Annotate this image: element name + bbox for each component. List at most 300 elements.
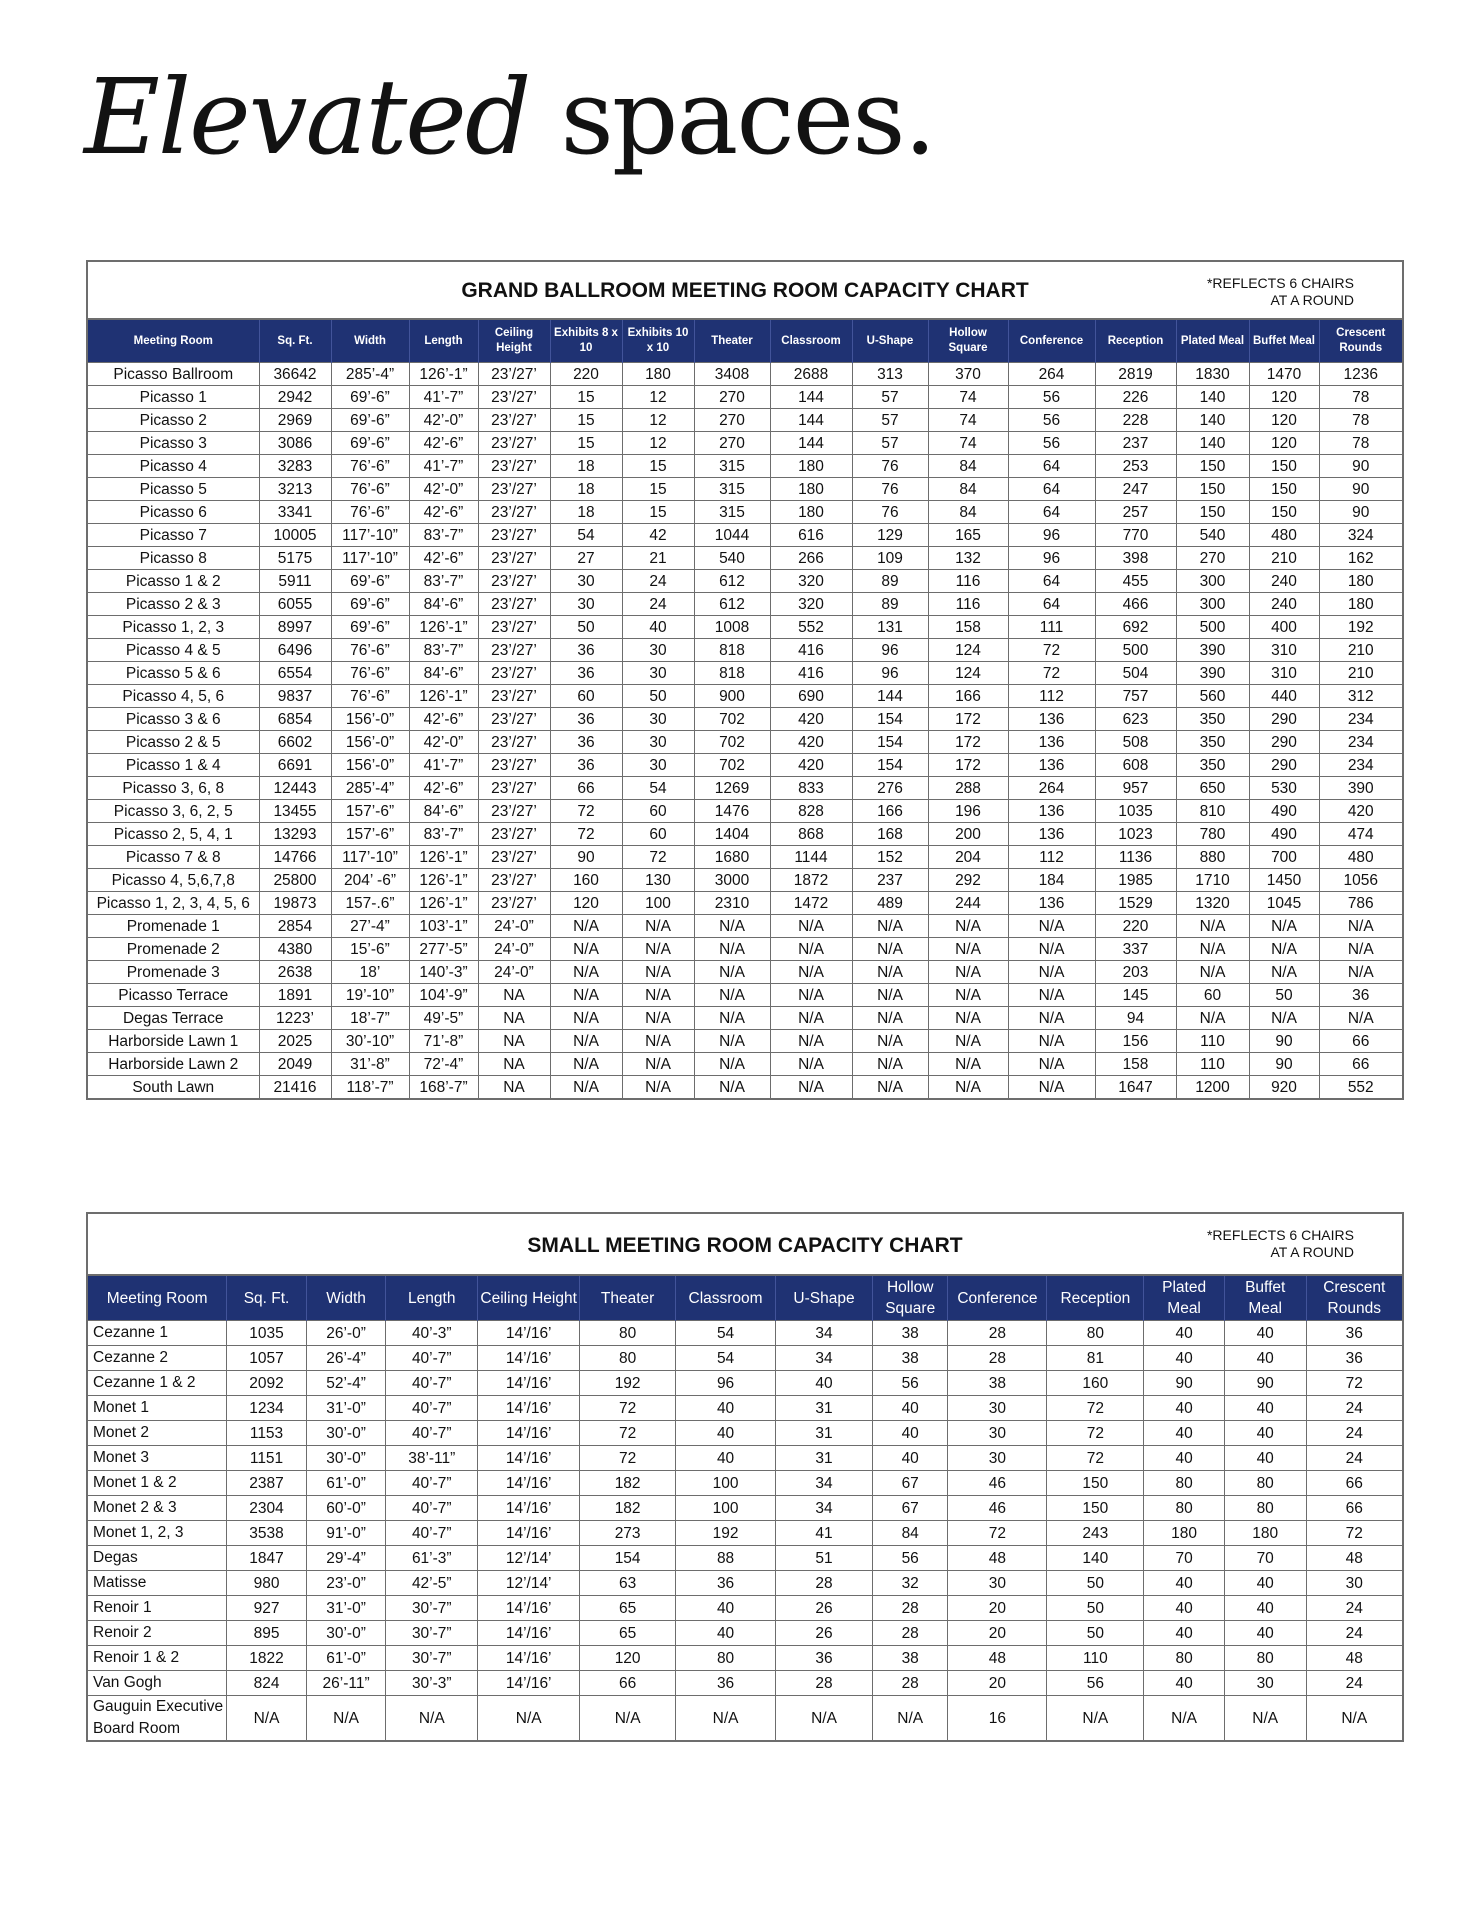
table-cell: 36 [550, 754, 622, 777]
column-header: Ceiling Height [478, 320, 550, 363]
table-cell: N/A [1224, 1696, 1306, 1741]
room-name-cell: Degas [88, 1546, 227, 1571]
table-cell: 1236 [1319, 363, 1402, 386]
table-cell: 980 [227, 1571, 307, 1596]
table-cell: 398 [1095, 547, 1176, 570]
room-name-cell: Cezanne 1 & 2 [88, 1371, 227, 1396]
table-cell: 420 [770, 731, 852, 754]
table-cell: 152 [852, 846, 928, 869]
note-line-2: AT A ROUND [1270, 292, 1354, 308]
table-cell: 150 [1176, 501, 1249, 524]
table-cell: 247 [1095, 478, 1176, 501]
table-cell: 26’-11” [306, 1671, 386, 1696]
grand-ballroom-body [88, 363, 1402, 1099]
table-cell: 15 [622, 455, 694, 478]
table-cell: 1223’ [259, 1007, 331, 1030]
table-cell: N/A [1008, 1076, 1095, 1099]
table-cell: 57 [852, 409, 928, 432]
table-cell: 40 [1224, 1446, 1306, 1471]
table-cell: 1269 [694, 777, 770, 800]
room-name-cell: Renoir 1 [88, 1596, 227, 1621]
table-cell: 300 [1176, 570, 1249, 593]
table-cell: 100 [676, 1471, 776, 1496]
table-cell: 50 [1047, 1621, 1144, 1646]
table-cell: 96 [852, 639, 928, 662]
table-cell: 14766 [259, 846, 331, 869]
table-cell: 3408 [694, 363, 770, 386]
column-header: Crescent Rounds [1306, 1276, 1402, 1321]
table-cell: N/A [1176, 915, 1249, 938]
table-cell: 30’-0” [306, 1446, 386, 1471]
table-row [88, 1371, 1402, 1396]
table-cell: 23’/27’ [478, 570, 550, 593]
table-row [88, 1396, 1402, 1421]
table-cell: 12 [622, 386, 694, 409]
table-cell: 2025 [259, 1030, 331, 1053]
room-name-cell: Picasso 2 & 5 [88, 731, 259, 754]
table-cell: 140 [1176, 432, 1249, 455]
table-cell: 172 [928, 708, 1008, 731]
table-cell: 156’-0” [331, 731, 409, 754]
room-name-cell: Picasso 3 & 6 [88, 708, 259, 731]
table-cell: 957 [1095, 777, 1176, 800]
table-cell: 234 [1319, 754, 1402, 777]
table-cell: 40 [1224, 1396, 1306, 1421]
table-cell: 60’-0” [306, 1496, 386, 1521]
table-cell: 19’-10” [331, 984, 409, 1007]
table-cell: 14’/16’ [478, 1646, 580, 1671]
table-cell: 30’-7” [386, 1646, 478, 1671]
table-cell: 27 [550, 547, 622, 570]
table-cell: N/A [1176, 961, 1249, 984]
table-cell: 818 [694, 662, 770, 685]
table-cell: N/A [622, 961, 694, 984]
table-cell: N/A [1047, 1696, 1144, 1741]
table-cell: 1136 [1095, 846, 1176, 869]
table-cell: 24 [622, 570, 694, 593]
table-cell: 40 [676, 1621, 776, 1646]
table-cell: 80 [1224, 1646, 1306, 1671]
table-cell: 56 [1008, 386, 1095, 409]
table-cell: N/A [1319, 915, 1402, 938]
table-cell: 19873 [259, 892, 331, 915]
table-cell: N/A [1008, 984, 1095, 1007]
table-cell: 42’-6” [409, 432, 478, 455]
table-cell: N/A [770, 915, 852, 938]
table-cell: 110 [1176, 1030, 1249, 1053]
table-cell: 350 [1176, 754, 1249, 777]
table-cell: 90 [1224, 1371, 1306, 1396]
table-cell: 14’/16’ [478, 1346, 580, 1371]
table-cell: 30 [1224, 1671, 1306, 1696]
table-cell: 36 [1306, 1346, 1402, 1371]
table-cell: 40 [872, 1421, 947, 1446]
table-cell: 1057 [227, 1346, 307, 1371]
headline-regular: spaces. [560, 56, 935, 178]
table-cell: 220 [550, 363, 622, 386]
table-cell: 1153 [227, 1421, 307, 1446]
table-cell: 84’-6” [409, 593, 478, 616]
table-cell: 40 [1144, 1596, 1225, 1621]
table-cell: 69’-6” [331, 593, 409, 616]
table-cell: 40 [1224, 1621, 1306, 1646]
table-cell: 120 [580, 1646, 676, 1671]
table-cell: 180 [1319, 593, 1402, 616]
table-cell: 136 [1008, 754, 1095, 777]
table-cell: 40’-7” [386, 1371, 478, 1396]
table-row [88, 1346, 1402, 1371]
table-cell: 23’/27’ [478, 754, 550, 777]
table-cell: 3341 [259, 501, 331, 524]
table-cell: 64 [1008, 501, 1095, 524]
table-cell: 10005 [259, 524, 331, 547]
table-cell: 30 [622, 731, 694, 754]
table-cell: 96 [1008, 524, 1095, 547]
table-row [88, 1596, 1402, 1621]
table-cell: 15 [550, 386, 622, 409]
column-header: Meeting Room [88, 320, 259, 363]
table-cell: N/A [852, 1030, 928, 1053]
room-name-cell: Promenade 1 [88, 915, 259, 938]
small-meeting-header-row [88, 1276, 1402, 1321]
table-cell: 2092 [227, 1371, 307, 1396]
table-cell: 300 [1176, 593, 1249, 616]
table-cell: 136 [1008, 731, 1095, 754]
table-cell: 30’-7” [386, 1621, 478, 1646]
table-cell: 154 [580, 1546, 676, 1571]
table-cell: 868 [770, 823, 852, 846]
table-cell: 828 [770, 800, 852, 823]
table-row [88, 1646, 1402, 1671]
table-cell: 111 [1008, 616, 1095, 639]
table-cell: 157’-6” [331, 823, 409, 846]
table-row [88, 984, 1402, 1007]
table-cell: 12443 [259, 777, 331, 800]
table-cell: 182 [580, 1496, 676, 1521]
table-cell: 41 [776, 1521, 873, 1546]
table-cell: N/A [1008, 1007, 1095, 1030]
table-cell: 2969 [259, 409, 331, 432]
table-cell: 140 [1176, 386, 1249, 409]
table-row [88, 754, 1402, 777]
table-cell: 12’/14’ [478, 1571, 580, 1596]
table-cell: 204 [928, 846, 1008, 869]
table-cell: 126’-1” [409, 869, 478, 892]
table-cell: 1891 [259, 984, 331, 1007]
table-cell: N/A [622, 1030, 694, 1053]
table-cell: 83’-7” [409, 570, 478, 593]
table-cell: 16 [948, 1696, 1047, 1741]
table-cell: 76 [852, 455, 928, 478]
table-cell: NA [478, 1030, 550, 1053]
table-cell: 84 [928, 501, 1008, 524]
table-cell: 136 [1008, 892, 1095, 915]
table-row [88, 455, 1402, 478]
table-cell: 42’-0” [409, 409, 478, 432]
table-cell: 40 [1144, 1321, 1225, 1346]
table-cell: 1035 [1095, 800, 1176, 823]
table-cell: 1320 [1176, 892, 1249, 915]
note-line-1: *REFLECTS 6 CHAIRS [1206, 275, 1354, 291]
table-cell: 110 [1047, 1646, 1144, 1671]
table-cell: 66 [580, 1671, 676, 1696]
column-header: Exhibits 10 x 10 [622, 320, 694, 363]
table-cell: 150 [1249, 478, 1319, 501]
table-cell: 23’/27’ [478, 708, 550, 731]
table-cell: 288 [928, 777, 1008, 800]
table-cell: 204’ -6” [331, 869, 409, 892]
table-row [88, 938, 1402, 961]
table-cell: 40 [1144, 1421, 1225, 1446]
table-cell: 38 [948, 1371, 1047, 1396]
table-cell: N/A [550, 984, 622, 1007]
table-cell: N/A [306, 1696, 386, 1741]
table-cell: 23’-0” [306, 1571, 386, 1596]
column-header: Width [306, 1276, 386, 1321]
table-cell: 15 [550, 432, 622, 455]
table-cell: 210 [1319, 639, 1402, 662]
table-cell: 1023 [1095, 823, 1176, 846]
table-cell: N/A [1008, 915, 1095, 938]
table-cell: 91’-0” [306, 1521, 386, 1546]
table-cell: 30 [622, 708, 694, 731]
table-cell: 126’-1” [409, 846, 478, 869]
table-cell: 34 [776, 1471, 873, 1496]
table-cell: 23’/27’ [478, 616, 550, 639]
table-cell: 156’-0” [331, 708, 409, 731]
table-cell: 1476 [694, 800, 770, 823]
table-cell: 30 [622, 754, 694, 777]
table-cell: 310 [1249, 662, 1319, 685]
table-cell: 23’/27’ [478, 662, 550, 685]
table-row [88, 961, 1402, 984]
table-cell: 117’-10” [331, 547, 409, 570]
table-cell: N/A [550, 961, 622, 984]
table-cell: 310 [1249, 639, 1319, 662]
table-cell: 41’-7” [409, 386, 478, 409]
table-cell: 36 [676, 1571, 776, 1596]
table-cell: 109 [852, 547, 928, 570]
table-cell: 1529 [1095, 892, 1176, 915]
table-cell: 160 [550, 869, 622, 892]
table-cell: 64 [1008, 478, 1095, 501]
table-cell: 540 [1176, 524, 1249, 547]
table-cell: 76 [852, 478, 928, 501]
table-cell: 40 [676, 1396, 776, 1421]
table-cell: 30 [948, 1571, 1047, 1596]
table-cell: 112 [1008, 846, 1095, 869]
table-cell: 34 [776, 1321, 873, 1346]
table-cell: 5175 [259, 547, 331, 570]
table-cell: N/A [928, 1076, 1008, 1099]
table-cell: 64 [1008, 593, 1095, 616]
table-cell: 4380 [259, 938, 331, 961]
table-row [88, 501, 1402, 524]
table-cell: 30 [622, 639, 694, 662]
table-cell: 40’-7” [386, 1346, 478, 1371]
table-cell: 80 [1144, 1471, 1225, 1496]
table-cell: 72 [1008, 639, 1095, 662]
table-cell: 1830 [1176, 363, 1249, 386]
table-row [88, 915, 1402, 938]
room-name-cell: Picasso 1 [88, 386, 259, 409]
table-cell: 60 [1176, 984, 1249, 1007]
table-cell: N/A [928, 1030, 1008, 1053]
table-cell: 480 [1249, 524, 1319, 547]
table-row [88, 1446, 1402, 1471]
table-cell: 770 [1095, 524, 1176, 547]
table-cell: 136 [1008, 800, 1095, 823]
table-cell: NA [478, 1007, 550, 1030]
table-cell: 130 [622, 869, 694, 892]
table-cell: 76’-6” [331, 662, 409, 685]
small-meeting-body [88, 1321, 1402, 1741]
table-cell: 150 [1176, 455, 1249, 478]
table-cell: 180 [770, 478, 852, 501]
table-row [88, 731, 1402, 754]
table-cell: 28 [872, 1596, 947, 1621]
table-cell: 23’/27’ [478, 455, 550, 478]
table-cell: 168 [852, 823, 928, 846]
table-cell: 54 [676, 1346, 776, 1371]
table-cell: N/A [1249, 1007, 1319, 1030]
table-cell: N/A [1249, 961, 1319, 984]
table-cell: 66 [1306, 1471, 1402, 1496]
table-cell: 23’/27’ [478, 800, 550, 823]
room-name-cell: Promenade 2 [88, 938, 259, 961]
table-cell: 1008 [694, 616, 770, 639]
table-row [88, 1007, 1402, 1030]
table-cell: 3283 [259, 455, 331, 478]
table-cell: 30 [622, 662, 694, 685]
table-cell: 253 [1095, 455, 1176, 478]
table-cell: N/A [694, 984, 770, 1007]
table-cell: 66 [1319, 1030, 1402, 1053]
room-name-cell: Monet 1 & 2 [88, 1471, 227, 1496]
table-cell: 124 [928, 662, 1008, 685]
table-row [88, 593, 1402, 616]
table-cell: 50 [1047, 1571, 1144, 1596]
table-cell: 490 [1249, 823, 1319, 846]
table-cell: 60 [622, 800, 694, 823]
room-name-cell: Picasso Ballroom [88, 363, 259, 386]
table-cell: N/A [770, 961, 852, 984]
table-cell: 616 [770, 524, 852, 547]
table-cell: 80 [580, 1346, 676, 1371]
table-cell: 270 [694, 386, 770, 409]
table-cell: N/A [694, 961, 770, 984]
table-cell: N/A [1176, 1007, 1249, 1030]
column-header: U-Shape [776, 1276, 873, 1321]
table-cell: 26’-0” [306, 1321, 386, 1346]
table-cell: 14’/16’ [478, 1496, 580, 1521]
table-cell: N/A [622, 938, 694, 961]
table-cell: 285’-4” [331, 363, 409, 386]
table-cell: 96 [852, 662, 928, 685]
room-name-cell: Picasso 5 [88, 478, 259, 501]
table-cell: 31 [776, 1421, 873, 1446]
table-cell: 23’/27’ [478, 869, 550, 892]
table-cell: 66 [1319, 1053, 1402, 1076]
table-cell: 28 [948, 1321, 1047, 1346]
column-header: Buffet Meal [1249, 320, 1319, 363]
table-cell: 264 [1008, 363, 1095, 386]
table-cell: 18 [550, 455, 622, 478]
small-meeting-table [88, 1276, 1402, 1740]
table-cell: N/A [928, 1007, 1008, 1030]
table-cell: 30’-0” [306, 1621, 386, 1646]
table-cell: 49’-5” [409, 1007, 478, 1030]
table-cell: 66 [550, 777, 622, 800]
table-cell: N/A [694, 1030, 770, 1053]
table-cell: 168’-7” [409, 1076, 478, 1099]
table-cell: 24’-0” [478, 915, 550, 938]
table-cell: N/A [1306, 1696, 1402, 1741]
room-name-cell: Picasso 1, 2, 3, 4, 5, 6 [88, 892, 259, 915]
table-cell: 31 [776, 1446, 873, 1471]
table-cell: 833 [770, 777, 852, 800]
table-cell: 96 [676, 1371, 776, 1396]
table-cell: 420 [770, 754, 852, 777]
table-cell: 420 [1319, 800, 1402, 823]
table-cell: 88 [676, 1546, 776, 1571]
table-cell: 31’-0” [306, 1596, 386, 1621]
table-cell: 54 [622, 777, 694, 800]
table-cell: 337 [1095, 938, 1176, 961]
table-cell: 24’-0” [478, 938, 550, 961]
table-cell: 237 [852, 869, 928, 892]
table-cell: 40 [776, 1371, 873, 1396]
small-meeting-title: SMALL MEETING ROOM CAPACITY CHART [527, 1234, 963, 1257]
table-cell: 2638 [259, 961, 331, 984]
table-cell: 692 [1095, 616, 1176, 639]
table-cell: 36 [550, 731, 622, 754]
table-cell: 40 [1144, 1671, 1225, 1696]
table-row [88, 1471, 1402, 1496]
table-cell: 2049 [259, 1053, 331, 1076]
table-cell: 880 [1176, 846, 1249, 869]
table-cell: 80 [1047, 1321, 1144, 1346]
table-row [88, 616, 1402, 639]
room-name-cell: Matisse [88, 1571, 227, 1596]
table-cell: 38 [872, 1346, 947, 1371]
table-cell: 80 [676, 1646, 776, 1671]
column-header: Sq. Ft. [227, 1276, 307, 1321]
table-cell: 14’/16’ [478, 1621, 580, 1646]
column-header: U-Shape [852, 320, 928, 363]
table-row [88, 869, 1402, 892]
table-cell: 60 [550, 685, 622, 708]
table-cell: 14’/16’ [478, 1446, 580, 1471]
small-meeting-note [1174, 1227, 1354, 1261]
table-cell: N/A [694, 1053, 770, 1076]
table-row [88, 777, 1402, 800]
table-cell: 25800 [259, 869, 331, 892]
table-cell: 31’-8” [331, 1053, 409, 1076]
table-cell: 18 [550, 501, 622, 524]
table-cell: 9837 [259, 685, 331, 708]
table-cell: 28 [776, 1571, 873, 1596]
table-cell: 900 [694, 685, 770, 708]
table-cell: 83’-7” [409, 524, 478, 547]
table-cell: 23’/27’ [478, 777, 550, 800]
table-cell: 116 [928, 593, 1008, 616]
table-cell: 64 [1008, 455, 1095, 478]
table-cell: N/A [928, 961, 1008, 984]
table-cell: 40’-7” [386, 1521, 478, 1546]
table-cell: 78 [1319, 432, 1402, 455]
table-cell: N/A [872, 1696, 947, 1741]
